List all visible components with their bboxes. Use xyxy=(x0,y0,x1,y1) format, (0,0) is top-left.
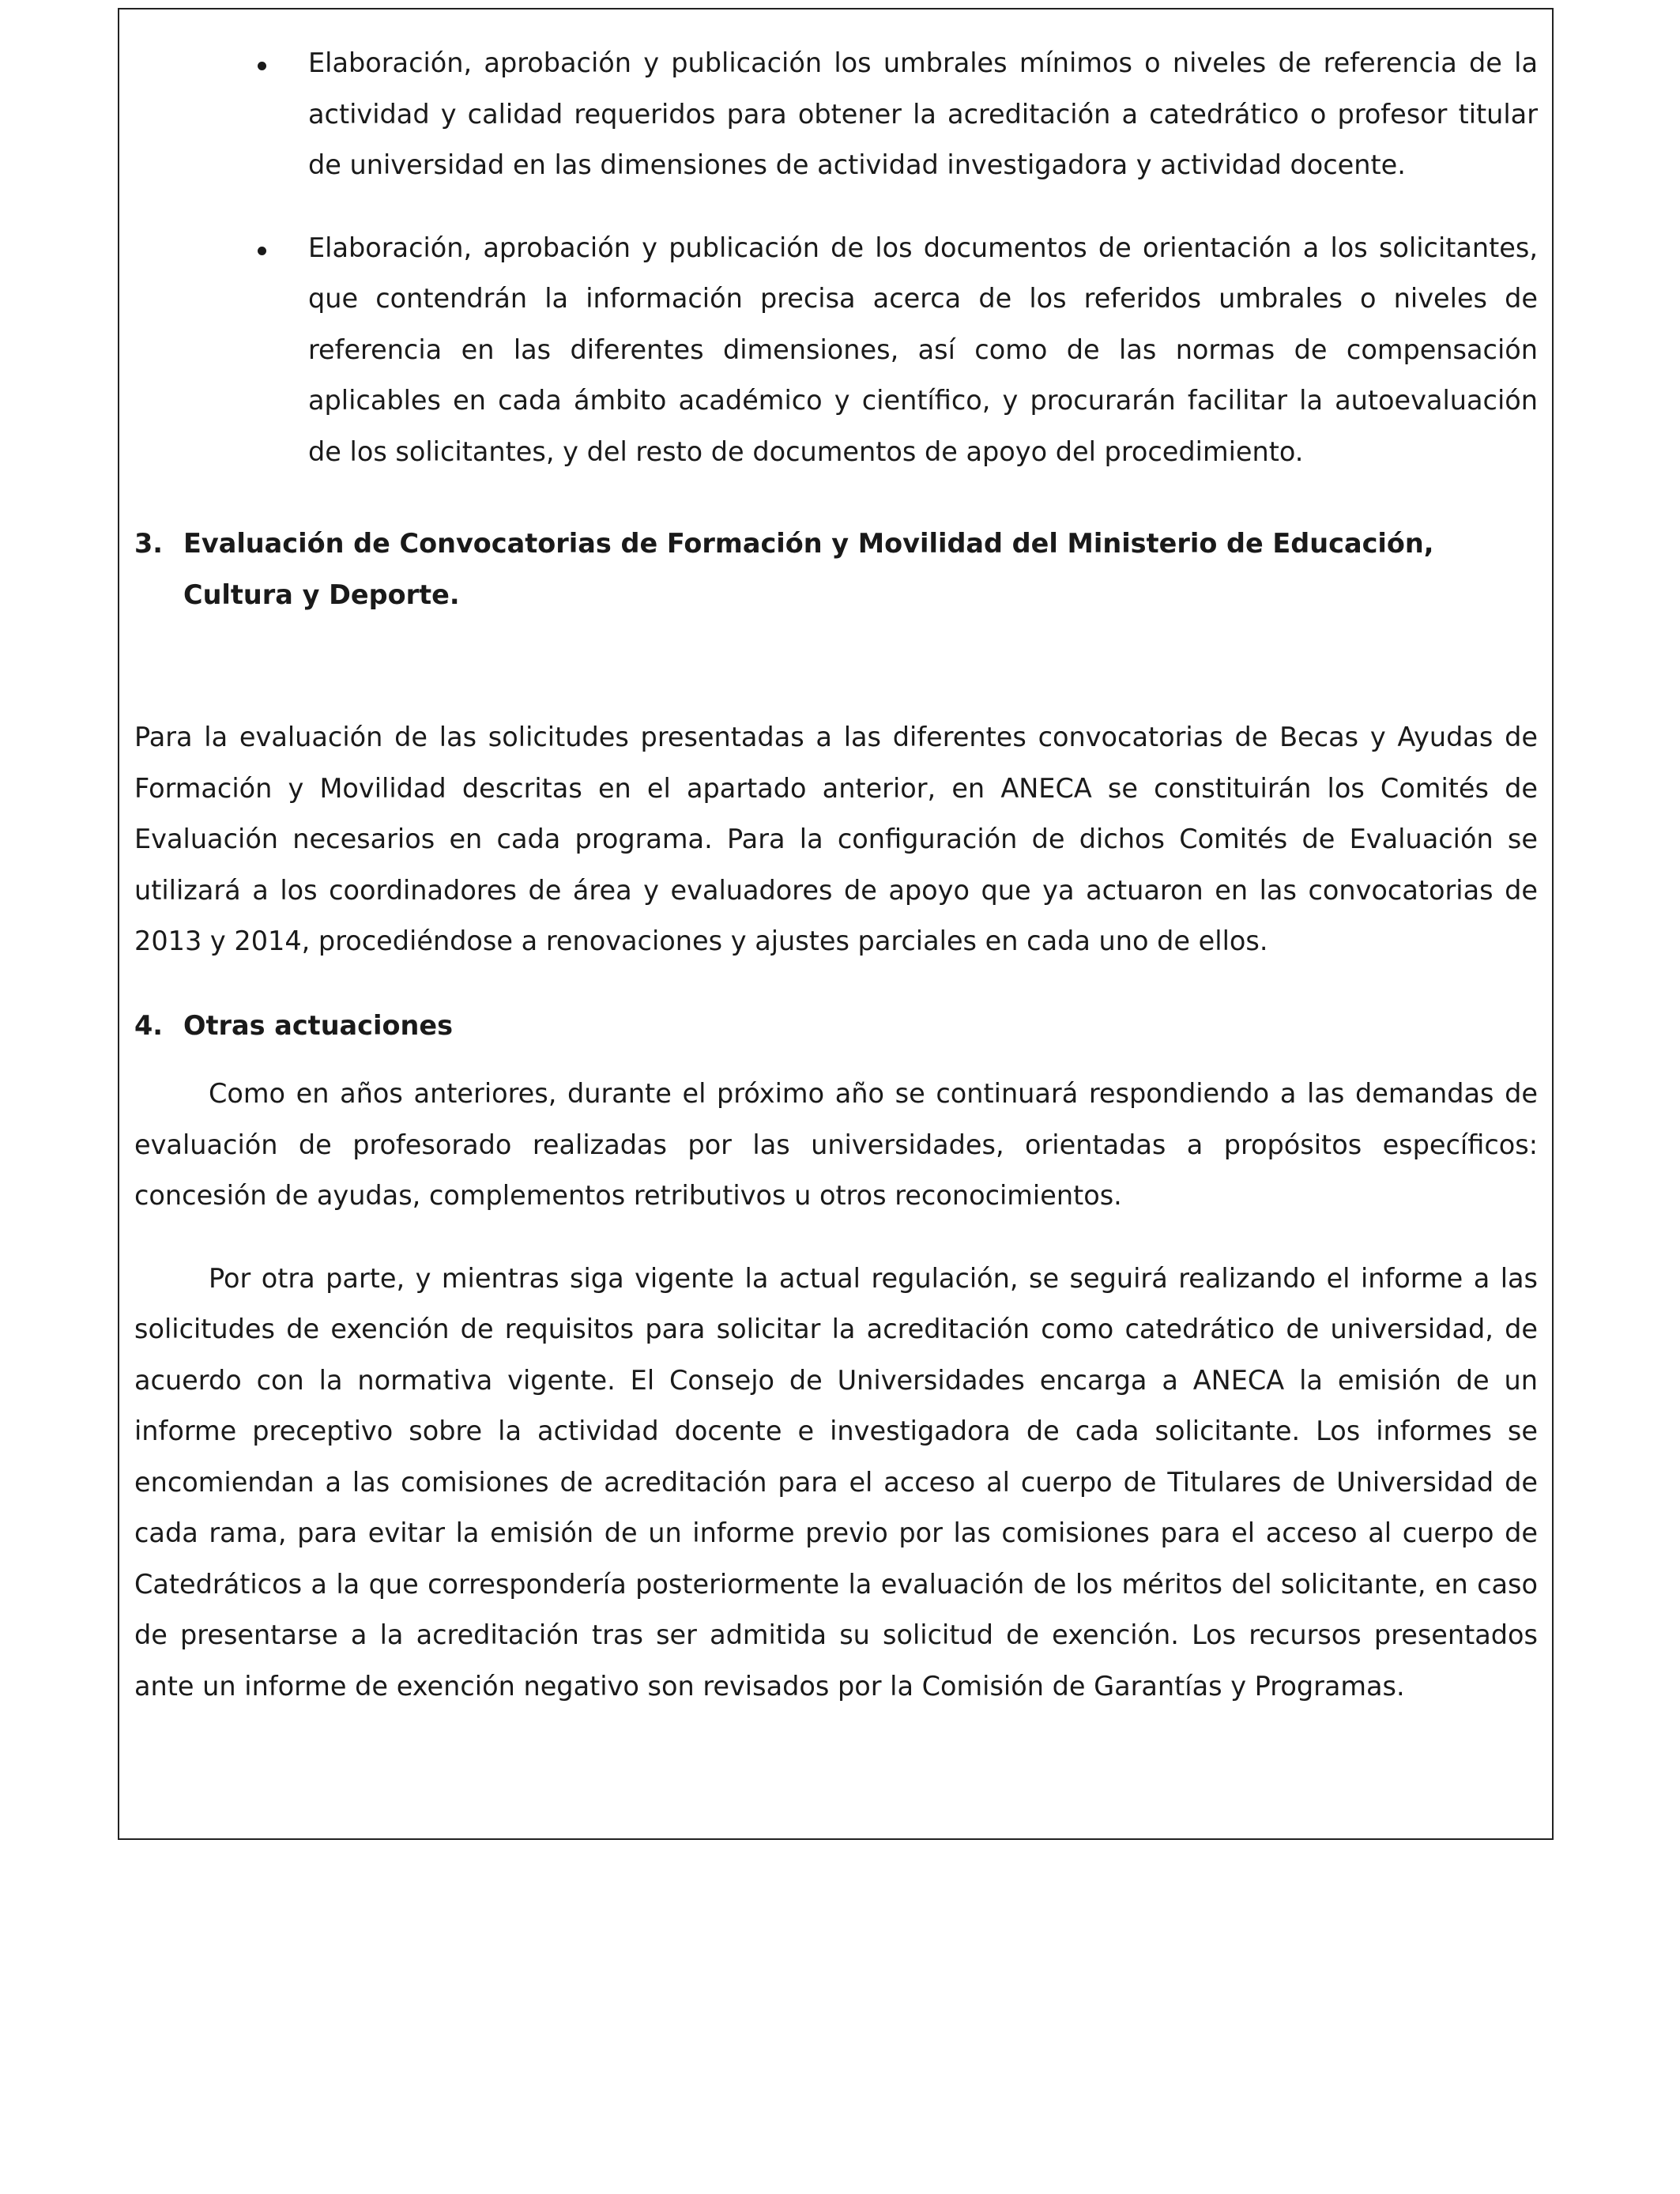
bullet-item xyxy=(134,38,1538,191)
section-3-heading xyxy=(134,518,1538,620)
section-4-number: 4. xyxy=(134,1009,164,1041)
section-4-paragraph-2: Por otra parte, y mientras siga vigente la actual regulación, se seguirá realizando el informe a las solicitudes de exención de requisitos para solicitar la acreditación como catedrático de universidad, de acuerdo con la normativa vigente. El Consejo de Universidades encarga a ANECA la emisión de un informe preceptivo sobre la actividad docente e investigadora de cada solicitante. Los informes se encomiendan a las comisiones de acreditación para el acceso al cuerpo de Titulares de Universidad de cada rama, para evitar la emisión de un informe previo por las comisiones para el acceso al cuerpo de Catedráticos a la que correspondería posteriormente la evaluación de los méritos del solicitante, en caso de presentarse a la acreditación tras ser admitida su solicitud de exención. Los recursos presentados ante un informe de exención negativo son revisados por la Comisión de Garantías y Programas. xyxy=(134,1262,1538,1702)
section-3-title: Evaluación de Convocatorias de Formación y Movilidad del Ministerio de Educación, Cultura y Deporte. xyxy=(183,528,1434,610)
bullet-text: Elaboración, aprobación y publicación de los documentos de orientación a los solicitantes, que contendrán la información precisa acerca de los referidos umbrales o niveles de referencia en las diferentes dimensiones, así como de las normas de compensación aplicables en cada ámbito académico y científico, y procurarán facilitar la autoevaluación de los solicitantes, y del resto de documentos de apoyo del procedimiento. xyxy=(308,232,1538,467)
section-4-paragraph-1: Como en años anteriores, durante el próximo año se continuará respondiendo a las demandas de evaluación de profesorado realizadas por las universidades, orientadas a propósitos específicos: concesión de ayudas, complementos retributivos u otros reconocimientos. xyxy=(134,1078,1538,1211)
section-4-heading xyxy=(134,1001,1538,1052)
bullet-text: Elaboración, aprobación y publicación los umbrales mínimos o niveles de referencia de la actividad y calidad requeridos para obtener la acreditación a catedrático o profesor titular de universidad en las dimensiones de actividad investigadora y actividad docente. xyxy=(308,47,1538,180)
bullet-dot-icon xyxy=(258,247,266,255)
bullet-list xyxy=(134,38,1538,477)
bullet-item xyxy=(134,223,1538,478)
document-content xyxy=(134,38,1538,1712)
bullet-dot-icon xyxy=(258,62,266,70)
section-3-number: 3. xyxy=(134,528,164,559)
section-4-title: Otras actuaciones xyxy=(183,1009,454,1041)
section-3-paragraph: Para la evaluación de las solicitudes presentadas a las diferentes convocatorias de Becas y Ayudas de Formación y Movilidad descritas en el apartado anterior, en ANECA se constituirán los Comités de Evaluación necesarios en cada programa. Para la configuración de dichos Comités de Evaluación se utilizará a los coordinadores de área y evaluadores de apoyo que ya actuaron en las convocatorias de 2013 y 2014, procediéndose a renovaciones y ajustes parciales en cada uno de ellos. xyxy=(134,722,1538,956)
